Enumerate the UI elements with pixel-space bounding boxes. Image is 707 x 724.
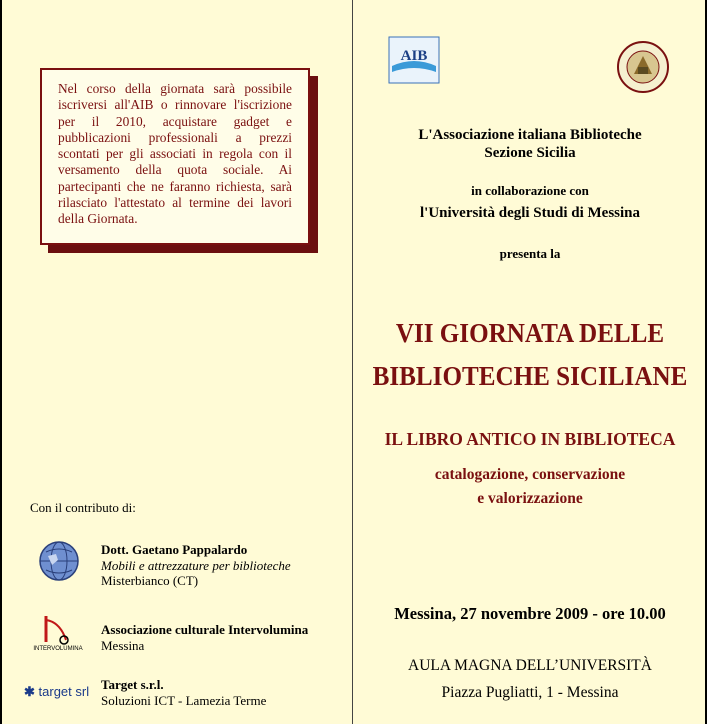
event-date: Messina, 27 novembre 2009 - ore 10.00 [394, 604, 666, 623]
sponsor-name: Dott. Gaetano Pappalardo [101, 542, 248, 557]
globe-logo-icon [38, 540, 80, 582]
target-logo [24, 684, 89, 700]
event-title-line1: VII GIORNATA DELLE [395, 318, 665, 348]
event-address: Piazza Pugliatti, 1 - Messina [441, 684, 619, 701]
organizer [353, 126, 707, 162]
intervolumina-logo-icon [30, 612, 86, 652]
organizer-section: Sezione Sicilia [484, 145, 576, 161]
university-name: l'Università degli Studi di Messina [419, 205, 641, 221]
aib-logo-text: AIB [400, 48, 428, 64]
aib-logo-icon [388, 36, 440, 84]
target-star-icon: ✱ [24, 684, 35, 699]
event-title [365, 312, 694, 398]
event-title-line2: BIBLIOTECHE SICILIANE [372, 361, 688, 391]
organizer-name: L'Associazione italiana Biblioteche [418, 127, 642, 143]
sponsor-intervolumina [101, 622, 308, 653]
university-seal-icon [616, 40, 670, 94]
sponsor-pappalardo [101, 542, 291, 589]
target-logo-text: target srl [38, 684, 90, 699]
sponsor-place: Misterbianco (CT) [101, 573, 199, 588]
event-subtitle: IL LIBRO ANTICO IN BIBLIOTECA [384, 429, 676, 449]
event-topics-line2: e valorizzazione [477, 490, 583, 507]
sponsor-place: Soluzioni ICT - Lamezia Terme [101, 692, 267, 708]
sponsor-desc: Mobili e attrezzature per biblioteche [101, 557, 291, 573]
event-venue: AULA MAGNA DELL’UNIVERSITÀ [408, 657, 652, 674]
contributions-title: Con il contributo di: [30, 500, 136, 515]
presents-text: presenta la [499, 246, 561, 261]
collaboration-text: in collaborazione con [471, 183, 589, 198]
event-topics-line1: catalogazione, conservazione [434, 466, 626, 483]
sponsor-target [101, 677, 266, 708]
intervolumina-logo-text: INTERVOLUMINA [33, 646, 83, 652]
notice-text: Nel corso della giornata sarà possibile iscriversi all'AIB o rinnovare l'iscrizione per il 2010, acquistare gadget e pubblicazioni professionali a prezzi scontati per gli associati in regola con il versamento della quota sociale. Ai partecipanti che ne faranno richiesta, sarà rilasciato l'attestato al termine dei lavori della Giornata. [58, 81, 292, 227]
event-topics [353, 463, 707, 511]
sponsor-name: Associazione culturale Intervolumina [101, 622, 309, 637]
sponsor-place: Messina [101, 637, 145, 653]
sponsor-name: Target s.r.l. [101, 677, 164, 692]
page-border-left [0, 0, 2, 724]
notice-box [40, 68, 310, 245]
